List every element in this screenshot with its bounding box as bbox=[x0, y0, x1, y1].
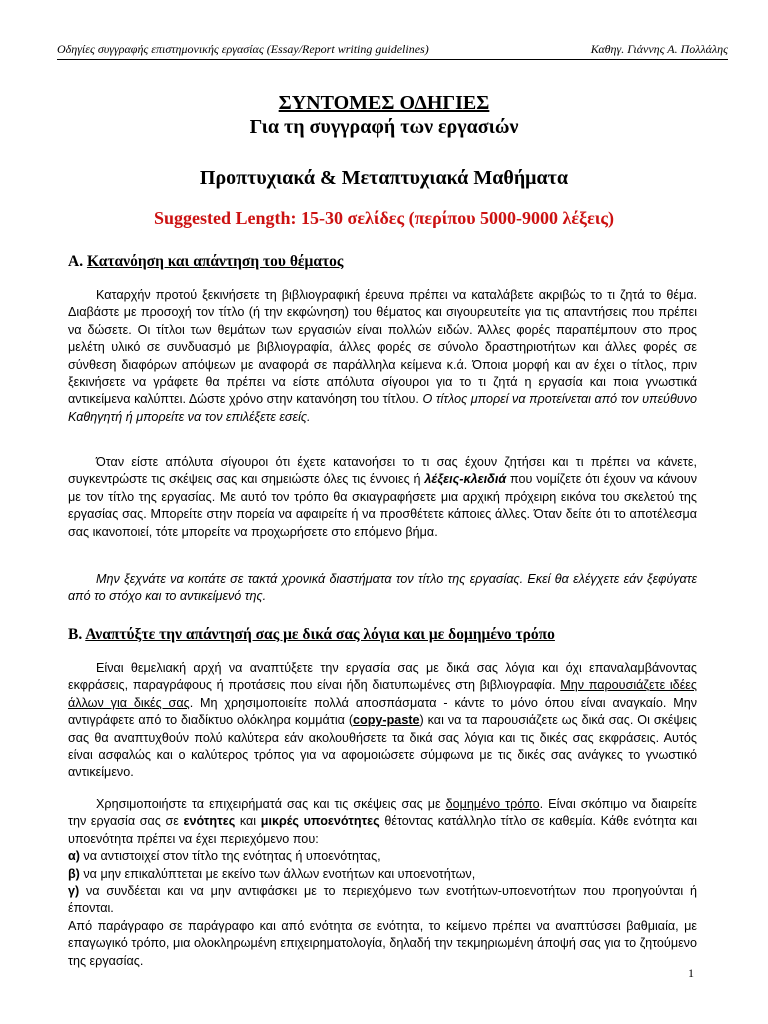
title-line-1: ΣΥΝΤΟΜΕΣ ΟΔΗΓΙΕΣ bbox=[278, 92, 490, 114]
list-item bbox=[68, 866, 697, 883]
paragraph-5-text-a: Χρησιμοποιήστε τα επιχειρήματά σας και τις σκέψεις σας με bbox=[96, 797, 446, 811]
list-item bbox=[68, 883, 697, 918]
page-number: 1 bbox=[688, 966, 694, 980]
list-marker: γ) bbox=[68, 884, 80, 899]
keywords-term: λέξεις-κλειδιά bbox=[424, 472, 507, 487]
subsections-term: μικρές υποενότητες bbox=[260, 814, 380, 829]
list-item-text: να αντιστοιχεί στον τίτλο της ενότητας ή υποενότητας, bbox=[79, 849, 381, 864]
ideas-warning: Μην παρουσιάζετε ιδέες άλλων για δικές σας bbox=[68, 678, 697, 710]
paragraph-2-text-a: Όταν είστε απόλυτα σίγουροι ότι έχετε κατανοήσει το τι σας έχουν ζητήσει και τι πρέπει να κάνετε, συγκεντρώστε τις σκέψεις σας και σημειώστε όλες τις έννοιες ή bbox=[68, 455, 697, 487]
paragraph-2-text-b: που νομίζετε ότι έχουν να κάνουν με τον τίτλο της εργασίας. Με αυτό τον τρόπο θα σκιαγραφήσετε μια αρχική πρόχειρη εικόνα του σκελετού της εργασίας σας. Μπορείτε στην πορεία να αφαιρείτε ή να προσθέτετε κάποιες άλλες. Όταν δείτε ότι το αποτέλεσμα σας ικανοποιεί, τότε μπορείτε να προχωρήσετε στο επόμενο βήμα. bbox=[68, 472, 697, 539]
running-header bbox=[57, 42, 728, 60]
paragraph-5-intro bbox=[68, 796, 697, 848]
paragraph-1 bbox=[68, 287, 697, 426]
copy-paste-term: copy-paste bbox=[353, 713, 420, 728]
section-a-letter: Α. bbox=[68, 253, 84, 270]
section-b-letter: Β. bbox=[68, 626, 83, 643]
list-marker: β) bbox=[68, 866, 80, 881]
section-a-title: Κατανόηση και απάντηση του θέματος bbox=[86, 253, 344, 270]
header-right-text: Καθηγ. Γιάννης Α. Πολλάλης bbox=[590, 42, 728, 56]
paragraph-4-text-b: . Μη χρησιμοποιείτε πολλά αποσπάσματα - κάντε το μόνο όπου είναι αναγκαίο. Μην αντιγράφετε από το διαδίκτυο ολόκληρα κομμάτια ( bbox=[68, 695, 697, 728]
list-item-text: να συνδέεται και να μην αντιφάσκει με το περιεχόμενο των ενοτήτων-υποενοτήτων που προηγούνται ή έπονται. bbox=[68, 884, 697, 916]
document-subtitle: Για τη συγγραφή των εργασιών bbox=[249, 116, 519, 138]
paragraph-5-text-c: και bbox=[235, 814, 261, 829]
section-a-heading bbox=[68, 253, 343, 271]
paragraph-6: Από παράγραφο σε παράγραφο και από ενότητα σε ενότητα, το κείμενο πρέπει να αναπτύσσει βαθμιαία, με επαγωγικό τρόπο, μια ολοκληρωμένη επιχειρηματολογία, δηλαδή την τεκμηριωμένη άποψή σας για το ζητούμενο της εργασίας. bbox=[68, 918, 697, 968]
paragraph-3: Μην ξεχνάτε να κοιτάτε σε τακτά χρονικά διαστήματα τον τίτλο της εργασίας. Εκεί θα ελέγχετε εάν ξεφύγατε από το στόχο και το αντικείμενό της. bbox=[68, 572, 697, 604]
suggested-length: Suggested Length: 15-30 σελίδες (περίπου 5000-9000 λέξεις) bbox=[154, 208, 614, 228]
sections-term: ενότητες bbox=[183, 814, 236, 829]
paragraph-5-text-b: . Είναι σκόπιμο να διαιρείτε την εργασία σας σε bbox=[68, 797, 698, 829]
course-level-heading: Προπτυχιακά & Μεταπτυχιακά Μαθήματα bbox=[199, 167, 569, 189]
document-title bbox=[0, 92, 768, 115]
paragraph-2 bbox=[68, 454, 697, 541]
paragraph-5 bbox=[68, 796, 697, 970]
paragraph-4-text-c: ) και να τα παρουσιάζετε ως δικά σας. Οι σκέψεις σας θα αναπτυχθούν πολύ καλύτερα εάν ακολουθήσετε τα δικά σας λόγια και τις δικές σας εκφράσεις. Αυτός είναι ασφαλώς και ο καλύτερος τρόπος για να αφομοιώσετε σύμφωνα με τις δικές σας ανάγκες το γνωστικό αντικείμενο. bbox=[68, 713, 697, 780]
paragraph-4-text-a: Είναι θεμελιακή αρχή να αναπτύξετε την εργασία σας με δικά σας λόγια και όχι επαναλαμβάνοντας εκφράσεις, παραγράφους ή προτάσεις που είναι ήδη διατυπωμένες στη βιβλιογραφία. bbox=[68, 661, 697, 693]
list-marker: α) bbox=[68, 849, 80, 864]
section-b-title: Αναπτύξτε την απάντησή σας με δικά σας λόγια και με δομημένο τρόπο bbox=[85, 626, 555, 643]
list-item bbox=[68, 848, 697, 865]
paragraph-5-text-d: θέτοντας κατάλληλο τίτλο σε καθεμία. Κάθε ενότητα και υποενότητα πρέπει να έχει περιεχόμενο που: bbox=[68, 814, 697, 846]
paragraph-4 bbox=[68, 660, 697, 782]
structured-way-term: δομημένο τρόπο bbox=[445, 797, 540, 811]
header-left-text: Οδηγίες συγγραφής επιστημονικής εργασίας (Essay/Report writing guidelines) bbox=[57, 42, 429, 56]
paragraph-1-text: Καταρχήν προτού ξεκινήσετε τη βιβλιογραφική έρευνα πρέπει να καταλάβετε ακριβώς το τι ζητά το θέμα. Διαβάστε με προσοχή τον τίτλο (ή την εκφώνηση) του θέματος και σιγουρευτείτε για τις απαντήσεις που πρέπει να δώσετε. Οι τίτλοι των θεμάτων των εργασιών είναι πολλών ειδών. Άλλες φορές παραπέμπουν στο προς μελέτη υλικό σε συνδυασμό με βιβλιογραφία, άλλες φορές σε σύνολο δραστηριοτήτων και άλλες φορές σε σύνθεση διαφόρων απόψεων με αναφορά σε παράλληλα κείμενα κ.ά. Όποια μορφή και αν έχει ο τίτλος, πριν ξεκινήσετε να γράφετε θα πρέπει να είστε απόλυτα σίγουροι για το τι ζητά η εργασία και ποια γνωστικά αντικείμενα καλύπτει. Δώστε χρόνο στην κατανόηση του τίτλου. bbox=[68, 288, 697, 407]
list-item-text: να μην επικαλύπτεται με εκείνο των άλλων ενοτήτων και υποενοτήτων, bbox=[79, 866, 476, 881]
paragraph-1-italic: Ο τίτλος μπορεί να προτείνεται από τον υπεύθυνο Καθηγητή ή μπορείτε να τον επιλέξετε εσείς. bbox=[68, 392, 697, 424]
section-b-heading bbox=[68, 626, 555, 644]
